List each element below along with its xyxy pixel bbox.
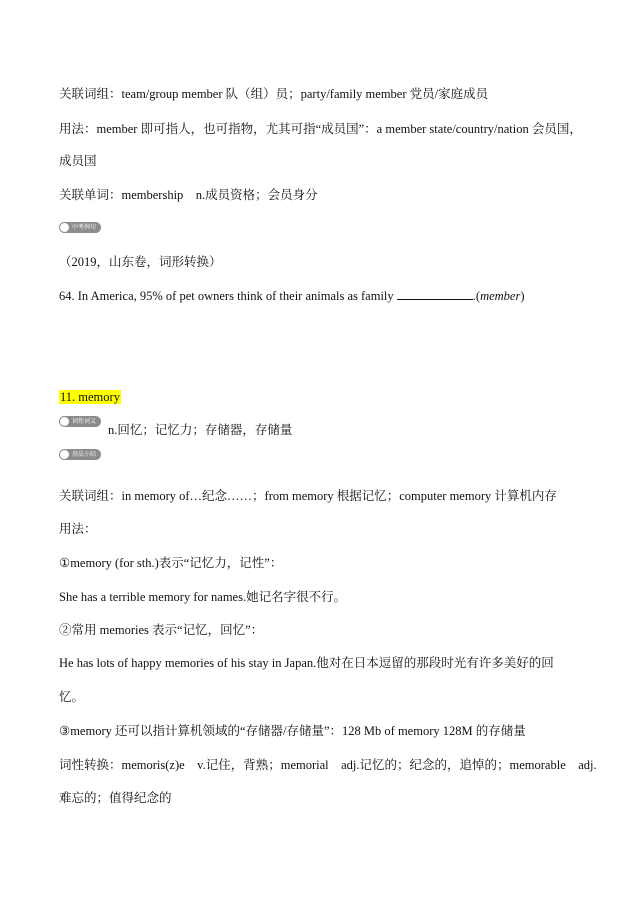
example-2-line1: He has lots of happy memories of his stay in Japan.他对在日本逗留的那段时光有许多美好的回 [59, 656, 554, 670]
answer-blank[interactable] [397, 288, 473, 300]
usage-point-2: ②常用 memories 表示“记忆，回忆”： [59, 623, 264, 637]
badge-dot-icon [60, 450, 69, 459]
question-suffix: .( [472, 289, 481, 303]
badge-meaning-label: 词性词义 [72, 418, 97, 425]
usage-member-line1: 用法：member 即可指人，也可指物，尤其可指“成员国”：a member state/country/nation 会员国， [59, 122, 582, 136]
related-phrases-memory: 关联词组：in memory of…纪念……；from memory 根据记忆；computer memory 计算机内存 [59, 489, 557, 503]
usage-point-3: ③memory 还可以指计算机领域的“存储器/存储量”：128 Mb of memory 128M 的存储量 [59, 724, 526, 738]
word-forms-line1: 词性转换：memoris(z)e v.记住，背熟；memorial adj.记忆的；纪念的，追悼的；memorable adj. [59, 758, 597, 772]
badge-dot-icon [60, 417, 69, 426]
example-1: She has a terrible memory for names.她记名字很不行。 [59, 590, 347, 604]
badge-dot-icon [60, 223, 69, 232]
heading-memory-text: 11. memory [60, 390, 120, 404]
word-forms-line2: 难忘的；值得纪念的 [59, 791, 172, 805]
badge-exam-label: 中考例句 [72, 224, 97, 231]
badge-usage-summary [59, 449, 101, 460]
badge-part-of-speech [59, 416, 101, 427]
exam-question [59, 288, 525, 304]
badge-exam-example [59, 222, 101, 233]
question-close: ) [520, 289, 525, 303]
exam-source: （2019，山东卷，词形转换） [59, 255, 222, 269]
question-hint: member [480, 289, 521, 303]
related-phrases-member: 关联词组：team/group member 队（组）员；party/family member 党员/家庭成员 [59, 87, 489, 101]
usage-member-line2: 成员国 [59, 154, 97, 168]
usage-point-1: ①memory (for sth.)表示“记忆力，记性”： [59, 556, 283, 570]
usage-label: 用法： [59, 522, 97, 536]
question-prefix: 64. In America, 95% of pet owners think of their animals as family [59, 289, 397, 303]
example-2-line2: 忆。 [59, 690, 85, 704]
heading-memory [59, 389, 121, 405]
badge-usage-label: 用法小结 [72, 451, 97, 458]
related-word-membership: 关联单词：membership n.成员资格；会员身分 [59, 188, 318, 202]
meaning-memory: n.回忆；记忆力；存储器，存储量 [108, 423, 293, 437]
